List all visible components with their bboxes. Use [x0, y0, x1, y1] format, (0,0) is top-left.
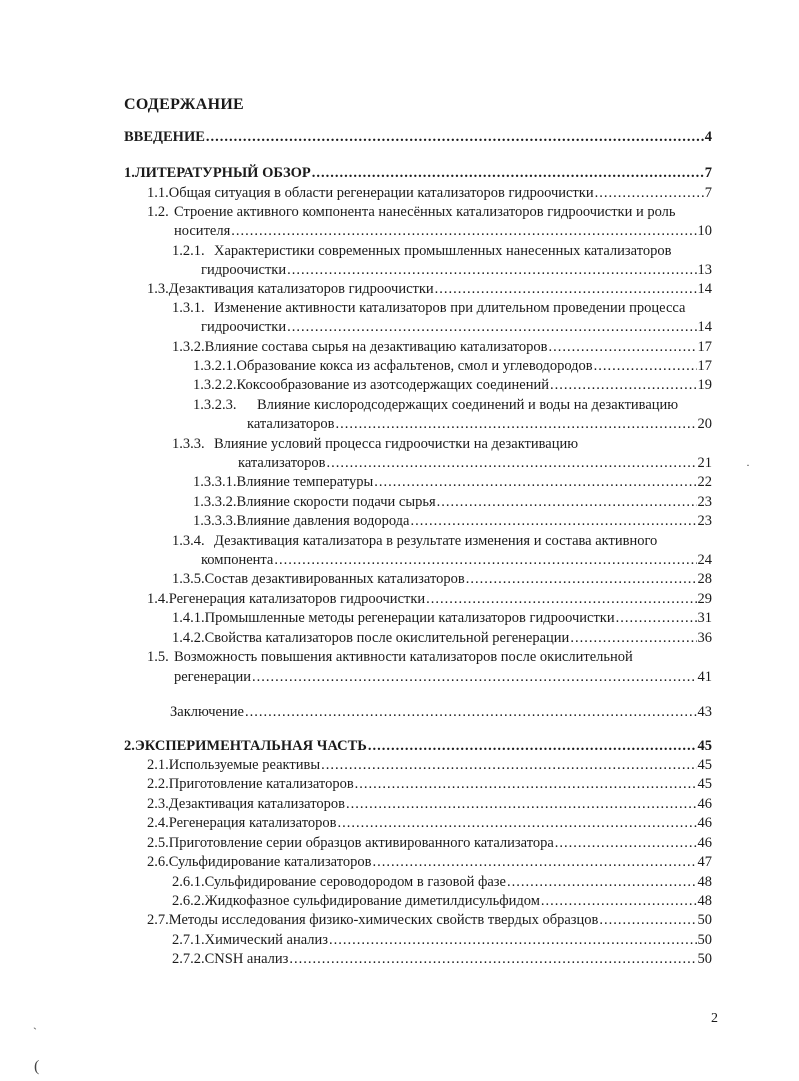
leader-dots	[287, 317, 696, 337]
leader-dots	[206, 127, 704, 147]
toc-entry-text: Приготовление серии образцов активированного катализатора	[168, 835, 554, 851]
toc-entry-page: 7	[704, 165, 712, 181]
leader-dots	[327, 453, 697, 473]
toc-entry-number: 1.3.3.3.	[193, 513, 237, 529]
toc-entry-number: 1.2.1.	[172, 243, 205, 259]
leader-dots	[355, 774, 697, 794]
toc-entry-number: 1.3.4.	[172, 533, 205, 549]
toc-entry-page: 45	[697, 757, 712, 773]
toc-entry	[238, 453, 712, 473]
toc-entry-page: 17	[697, 339, 712, 355]
toc-entry	[201, 260, 712, 280]
toc-entry	[147, 910, 712, 930]
toc-entry-number: 1.3.2.	[172, 339, 205, 355]
toc-entry	[193, 492, 712, 512]
leader-dots	[594, 356, 697, 376]
scan-speck: ˎ	[33, 1016, 37, 1030]
toc-entry-page: 31	[697, 610, 712, 626]
toc-entry-page: 46	[697, 796, 712, 812]
toc-entry	[172, 930, 712, 950]
toc-entry-page: 20	[697, 416, 712, 432]
toc-entry	[172, 337, 712, 357]
leader-dots	[507, 872, 697, 892]
toc-entry	[172, 531, 712, 551]
toc-entry-number: 1.	[124, 165, 135, 181]
toc-entry-page: 4	[704, 129, 712, 145]
leader-dots	[372, 852, 696, 872]
toc-entry-text: Химический анализ	[204, 932, 328, 948]
leader-dots	[287, 260, 696, 280]
toc-entry-text: компонента	[201, 552, 274, 568]
toc-entry-text: Жидкофазное сульфидирование диметилдисульфидом	[204, 893, 540, 909]
toc-entry	[147, 279, 712, 299]
toc-entry	[172, 608, 712, 628]
toc-entry	[172, 298, 712, 318]
toc-entry-text: катализаторов	[238, 455, 326, 471]
toc-entry-page: 7	[704, 185, 712, 201]
toc-entry-page: 29	[697, 591, 712, 607]
toc-entry-number: 2.7.2.	[172, 951, 205, 967]
toc-entry	[172, 872, 712, 892]
toc-entry	[147, 794, 712, 814]
toc-entry-page: 14	[697, 281, 712, 297]
toc-entry-text: Методы исследования физико-химических свойств твердых образцов	[168, 912, 599, 928]
leader-dots	[595, 183, 704, 203]
toc-entry-text: CNSH анализ	[204, 951, 289, 967]
toc-entry	[247, 414, 712, 434]
leader-dots	[329, 930, 697, 950]
toc-entry-text: Дезактивация катализатора в результате изменения и состава активного	[214, 533, 658, 549]
leader-dots	[252, 667, 696, 687]
toc-entry-text: ЛИТЕРАТУРНЫЙ ОБЗОР	[134, 165, 311, 181]
toc-entry-number: 2.7.1.	[172, 932, 205, 948]
toc-entry	[193, 472, 712, 492]
toc-entry-number: 1.3.3.1.	[193, 474, 237, 490]
toc-entry	[170, 702, 712, 722]
leader-dots	[274, 550, 696, 570]
leader-dots	[245, 702, 697, 722]
toc-entry-page: 48	[697, 893, 712, 909]
toc-entry	[147, 647, 712, 667]
toc-entry-page: 47	[697, 854, 712, 870]
toc-entry	[172, 569, 712, 589]
scan-speck: ·	[746, 458, 750, 472]
toc-entry-page: 46	[697, 815, 712, 831]
toc-entry-page: 50	[697, 951, 712, 967]
leader-dots	[616, 608, 697, 628]
toc-entry-text: Дезактивация катализаторов гидроочистки	[168, 281, 434, 297]
toc-entry-page: 28	[697, 571, 712, 587]
toc-entry	[147, 774, 712, 794]
toc-entry-text: Характеристики современных промышленных нанесенных катализаторов	[214, 243, 672, 259]
toc-entry-number: 2.2.	[147, 776, 169, 792]
toc-entry	[124, 127, 712, 147]
toc-entry-text: Влияние скорости подачи сырья	[236, 494, 436, 510]
toc-entry	[147, 833, 712, 853]
toc-entry-number: 2.4.	[147, 815, 169, 831]
toc-entry-number: 1.3.5.	[172, 571, 205, 587]
toc-entry-number: 1.4.	[147, 591, 169, 607]
toc-entry-text: Влияние условий процесса гидроочистки на дезактивацию	[214, 436, 579, 452]
toc-entry-text: Влияние давления водорода	[236, 513, 410, 529]
leader-dots	[426, 589, 696, 609]
toc-entry-text: Влияние состава сырья на дезактивацию катализаторов	[204, 339, 548, 355]
toc-entry-text: Строение активного компонента нанесённых катализаторов гидроочистки и роль	[174, 204, 676, 220]
toc-entry-number: 2.	[124, 738, 135, 754]
toc-entry-number: 2.6.1.	[172, 874, 205, 890]
toc-entry-number: 2.1.	[147, 757, 169, 773]
toc-entry-number: 1.3.2.2.	[193, 377, 237, 393]
toc-entry-page: 21	[697, 455, 712, 471]
toc-entry	[172, 949, 712, 969]
toc-entry-text: Влияние температуры	[236, 474, 374, 490]
leader-dots	[570, 628, 696, 648]
toc-entry-text: Приготовление катализаторов	[168, 776, 354, 792]
toc-entry-text: Изменение активности катализаторов при длительном проведении процесса	[214, 300, 686, 316]
toc-entry-number: 2.7.	[147, 912, 169, 928]
toc-entry-text: регенерации	[174, 669, 252, 685]
leader-dots	[599, 910, 696, 930]
toc-entry-text: Образование кокса из асфальтенов, смол и углеводородов	[236, 358, 593, 374]
leader-dots	[336, 414, 697, 434]
toc-entry	[193, 511, 712, 531]
leader-dots	[437, 492, 697, 512]
toc-entry-text: Сульфидирование катализаторов	[168, 854, 372, 870]
toc-entry-number: 1.1.	[147, 185, 169, 201]
toc-entry-text: гидроочистки	[201, 262, 287, 278]
toc-entry-page: 50	[697, 932, 712, 948]
toc-entry-text: Влияние кислородсодержащих соединений и воды на дезактивацию	[257, 397, 679, 413]
toc-entry-page: 36	[697, 630, 712, 646]
toc-entry	[193, 395, 712, 415]
toc-entry	[172, 628, 712, 648]
toc-entry-number: 2.6.2.	[172, 893, 205, 909]
toc-entry	[172, 434, 712, 454]
toc-entry	[201, 317, 712, 337]
toc-entry-text: Возможность повышения активности катализаторов после окислительной	[174, 649, 633, 665]
toc-entry-text: Коксообразование из азотсодержащих соединений	[236, 377, 550, 393]
toc-entry-page: 50	[697, 912, 712, 928]
toc-entry-page: 10	[697, 223, 712, 239]
toc-entry-page: 19	[697, 377, 712, 393]
toc-entry-page: 23	[697, 513, 712, 529]
toc-entry-page: 17	[697, 358, 712, 374]
toc-entry	[124, 163, 712, 183]
toc-entry	[147, 202, 712, 222]
toc-entry	[193, 375, 712, 395]
toc-entry-page: 41	[697, 669, 712, 685]
toc-entry	[147, 755, 712, 775]
page-number: 2	[711, 1011, 718, 1026]
toc-entry-number: 1.3.3.2.	[193, 494, 237, 510]
toc-entry-number: 1.3.1.	[172, 300, 205, 316]
toc-entry-page: 48	[697, 874, 712, 890]
toc-entry-number: 1.3.2.3.	[193, 397, 237, 413]
toc-entry-number: 1.3.2.1.	[193, 358, 237, 374]
toc-entry-text: Промышленные методы регенерации катализаторов гидроочистки	[204, 610, 615, 626]
toc-entry	[124, 736, 712, 756]
toc-entry-text: Общая ситуация в области регенерации катализаторов гидроочистки	[168, 185, 594, 201]
toc-entry-text: Сульфидирование сероводородом в газовой фазе	[204, 874, 506, 890]
leader-dots	[368, 736, 697, 756]
toc-entry-page: 45	[697, 738, 712, 754]
toc-entry-page: 46	[697, 835, 712, 851]
leader-dots	[337, 813, 696, 833]
toc-entry-text: Регенерация катализаторов гидроочистки	[168, 591, 426, 607]
leader-dots	[346, 794, 697, 814]
toc-entry-page: 23	[697, 494, 712, 510]
toc-entry-number: 2.3.	[147, 796, 169, 812]
toc-entry-number: 2.5.	[147, 835, 169, 851]
leader-dots	[312, 163, 704, 183]
toc-entry-text: Используемые реактивы	[168, 757, 321, 773]
toc-entry-text: Свойства катализаторов после окислительной регенерации	[204, 630, 570, 646]
toc-entry-number: 1.3.3.	[172, 436, 205, 452]
leader-dots	[321, 755, 696, 775]
leader-dots	[231, 221, 696, 241]
toc-entry-number: 1.3.	[147, 281, 169, 297]
toc-entry-text: ВВЕДЕНИЕ	[124, 129, 205, 145]
toc-entry-number: 1.5.	[147, 649, 169, 665]
toc-entry-number: 1.4.1.	[172, 610, 205, 626]
toc-entry	[193, 356, 712, 376]
leader-dots	[289, 949, 696, 969]
toc-entry	[147, 813, 712, 833]
toc-entry	[147, 852, 712, 872]
toc-entry-text: Регенерация катализаторов	[168, 815, 337, 831]
toc-entry-text: носителя	[174, 223, 231, 239]
toc-entry-text: Дезактивация катализаторов	[168, 796, 345, 812]
toc-entry-page: 14	[697, 319, 712, 335]
toc-entry-text: Заключение	[170, 704, 244, 720]
toc-entry	[174, 221, 712, 241]
leader-dots	[410, 511, 696, 531]
scan-speck: (	[34, 1058, 40, 1075]
leader-dots	[550, 375, 696, 395]
toc-entry-page: 43	[697, 704, 712, 720]
leader-dots	[541, 891, 697, 911]
toc-entry-page: 22	[697, 474, 712, 490]
toc-entry	[147, 589, 712, 609]
toc-entry-text: катализаторов	[247, 416, 335, 432]
toc-entry	[172, 891, 712, 911]
toc-entry-number: 1.4.2.	[172, 630, 205, 646]
toc-entry-text: ЭКСПЕРИМЕНТАЛЬНАЯ ЧАСТЬ	[134, 738, 367, 754]
toc-entry-text: Состав дезактивированных катализаторов	[204, 571, 465, 587]
toc-entry	[147, 183, 712, 203]
leader-dots	[555, 833, 697, 853]
leader-dots	[466, 569, 697, 589]
leader-dots	[374, 472, 696, 492]
toc-entry-number: 1.2.	[147, 204, 169, 220]
toc-entry	[172, 241, 712, 261]
leader-dots	[549, 337, 697, 357]
toc-entry-number: 2.6.	[147, 854, 169, 870]
toc-entry	[201, 550, 712, 570]
toc-entry-page: 24	[697, 552, 712, 568]
toc-entry-text: гидроочистки	[201, 319, 287, 335]
toc-entry-page: 45	[697, 776, 712, 792]
leader-dots	[435, 279, 697, 299]
toc-entry	[174, 667, 712, 687]
toc-entry-page: 13	[697, 262, 712, 278]
toc-heading: СОДЕРЖАНИЕ	[124, 96, 245, 113]
